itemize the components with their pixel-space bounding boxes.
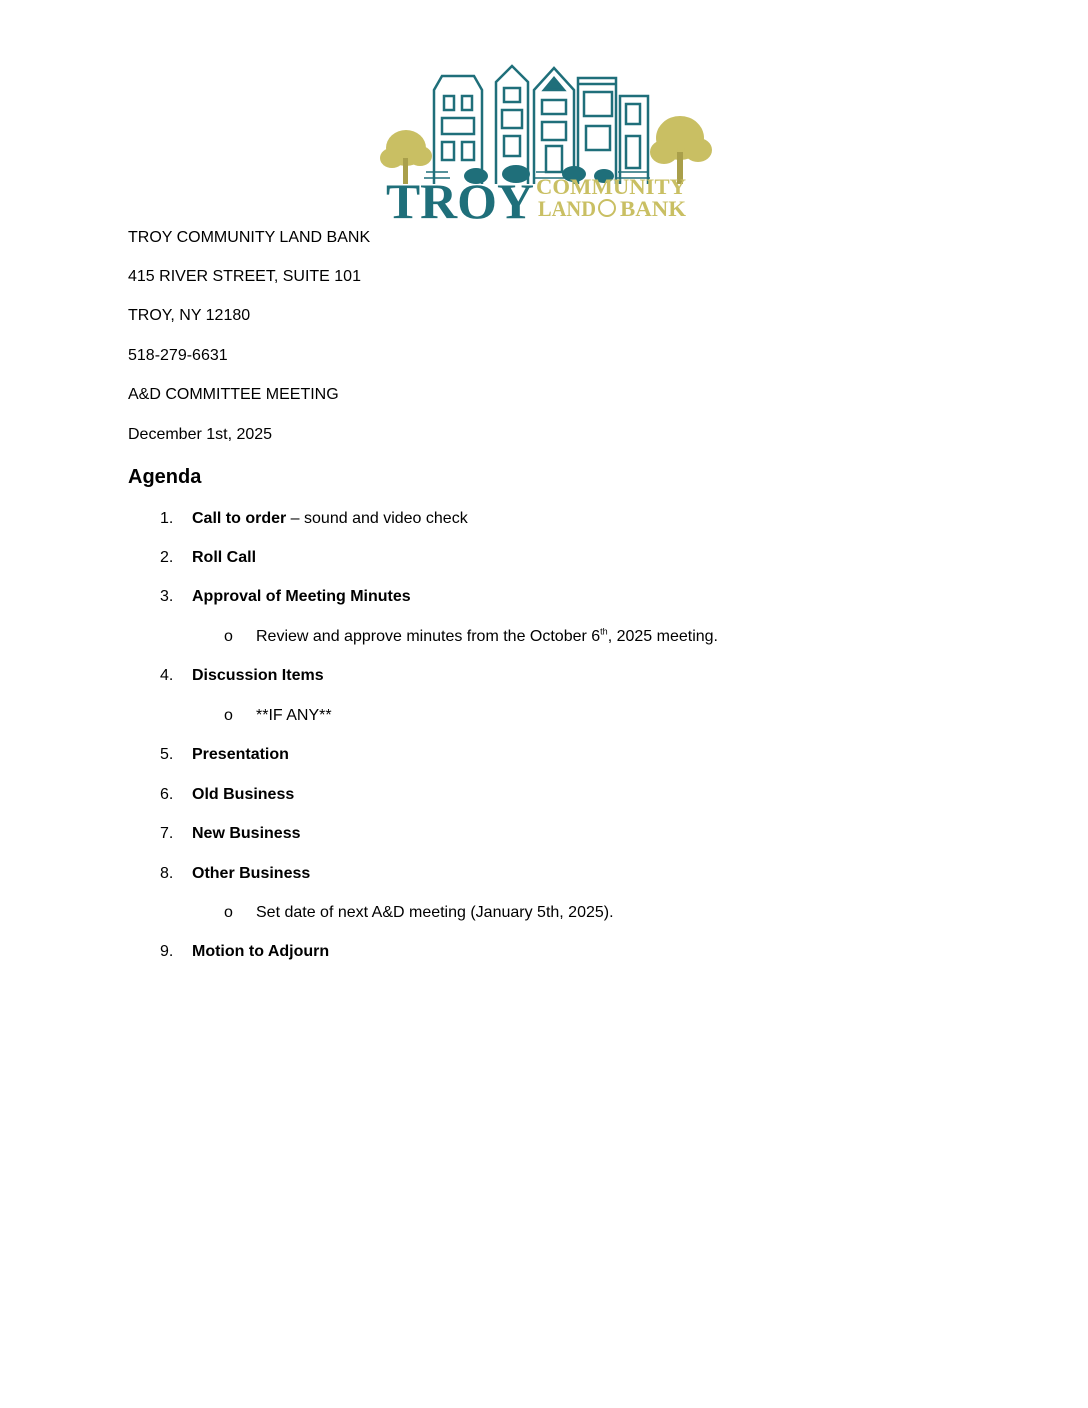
item-number: 2. bbox=[160, 549, 174, 566]
item-label: Presentation bbox=[192, 746, 289, 763]
sub-item-text: Review and approve minutes from the October 6 bbox=[256, 628, 601, 645]
item-label: Discussion Items bbox=[192, 667, 324, 684]
city-state-zip: TROY, NY 12180 bbox=[128, 307, 251, 324]
row-houses-icon bbox=[434, 66, 648, 184]
item-suffix: – sound and video check bbox=[286, 510, 468, 527]
sub-item-text-end: , 2025 meeting. bbox=[607, 628, 718, 645]
agenda-item-other-business bbox=[160, 864, 310, 884]
logo-word-troy: TROY bbox=[386, 173, 534, 222]
agenda-item-approval-minutes bbox=[160, 587, 411, 607]
agenda-item-discussion bbox=[160, 666, 324, 686]
sub-item-if-any bbox=[224, 706, 332, 726]
org-name: TROY COMMUNITY LAND BANK bbox=[128, 229, 371, 246]
phone-number: 518-279-6631 bbox=[128, 347, 228, 364]
item-label: Call to order bbox=[192, 510, 287, 527]
ordinal-suffix: th bbox=[600, 626, 608, 637]
agenda-item-new-business bbox=[160, 824, 300, 844]
item-number: 6. bbox=[160, 786, 174, 803]
item-number: 5. bbox=[160, 746, 174, 763]
item-number: 9. bbox=[160, 943, 174, 960]
sub-item-text: **IF ANY** bbox=[256, 707, 332, 724]
item-label: Roll Call bbox=[192, 549, 257, 566]
troy-land-bank-logo bbox=[378, 60, 718, 222]
circle-bullet: o bbox=[224, 904, 233, 921]
street-address: 415 RIVER STREET, SUITE 101 bbox=[128, 268, 361, 285]
logo-word-community: COMMUNITY bbox=[536, 174, 687, 199]
logo-word-bank: BANK bbox=[620, 196, 686, 221]
meeting-name: A&D COMMITTEE MEETING bbox=[128, 386, 339, 403]
item-label: Motion to Adjourn bbox=[192, 943, 330, 960]
item-number: 7. bbox=[160, 825, 174, 842]
item-number: 1. bbox=[160, 510, 174, 527]
item-number: 3. bbox=[160, 588, 174, 605]
circle-bullet: o bbox=[224, 628, 233, 645]
item-number: 4. bbox=[160, 667, 174, 684]
logo-tree-seal-icon bbox=[599, 200, 615, 216]
item-label: Old Business bbox=[192, 786, 295, 803]
item-label: Other Business bbox=[192, 865, 311, 882]
agenda-item-adjourn bbox=[160, 942, 329, 962]
agenda-item-roll-call bbox=[160, 548, 256, 568]
agenda-heading: Agenda bbox=[128, 466, 202, 488]
agenda-item-old-business bbox=[160, 785, 294, 805]
logo-artwork bbox=[378, 60, 718, 222]
sub-item-text: Set date of next A&D meeting (January 5th, 2025). bbox=[256, 904, 614, 921]
item-label: New Business bbox=[192, 825, 301, 842]
agenda-item-presentation bbox=[160, 745, 289, 765]
circle-bullet: o bbox=[224, 707, 233, 724]
meeting-date: December 1st, 2025 bbox=[128, 426, 273, 443]
item-label: Approval of Meeting Minutes bbox=[192, 588, 411, 605]
sub-item-next-meeting bbox=[224, 903, 614, 923]
agenda-item-call-to-order bbox=[160, 509, 468, 529]
logo-word-land: LAND bbox=[538, 196, 596, 221]
item-number: 8. bbox=[160, 865, 174, 882]
sub-item-review-minutes bbox=[224, 627, 718, 647]
